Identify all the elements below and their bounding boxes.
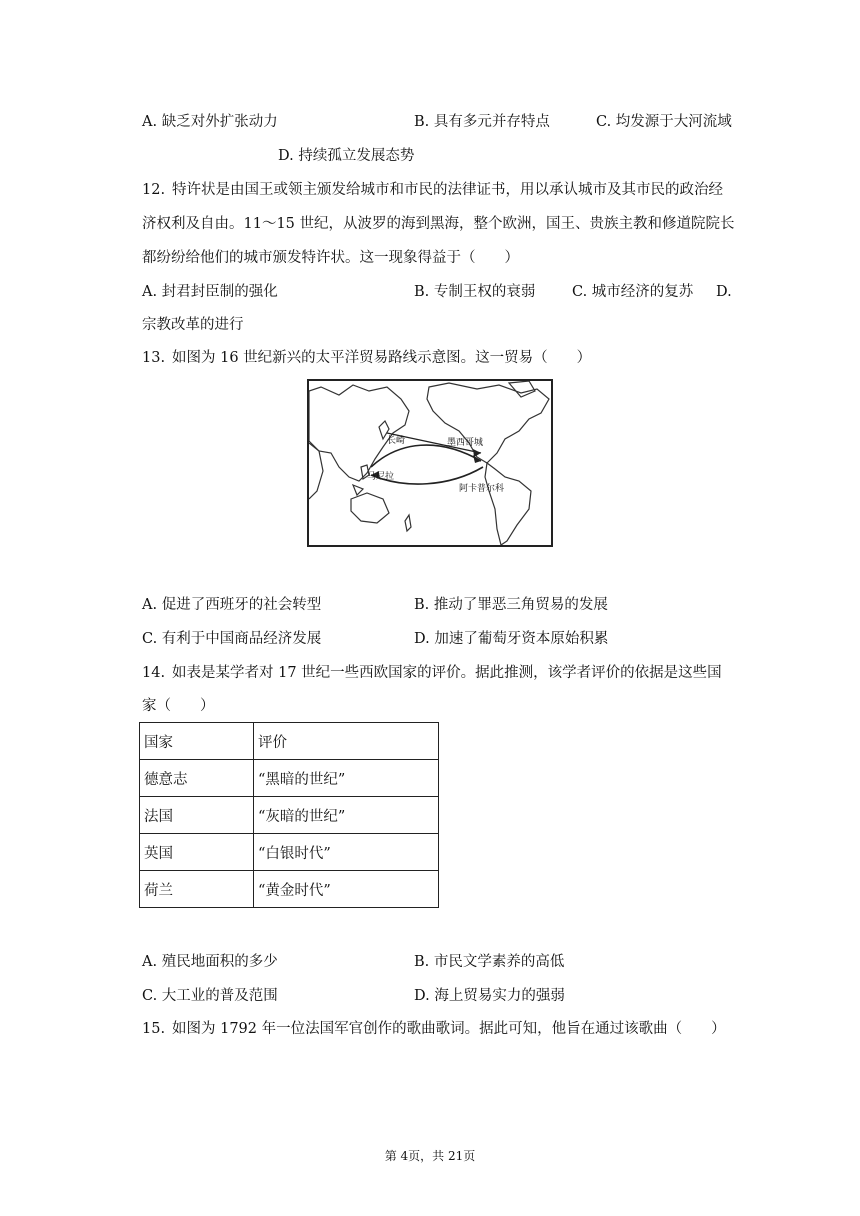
- q15-text: 如图为 1792 年一位法国军官创作的歌曲歌词。据此可知，他旨在通过该歌曲（ ）: [172, 1021, 726, 1037]
- label-nagasaki: 长崎: [387, 436, 406, 446]
- q15-stem: [142, 1019, 726, 1039]
- q12-number: 12.: [142, 182, 166, 198]
- q11-option-a: A. 缺乏对外扩张动力: [142, 114, 278, 130]
- q14-number: 14.: [142, 665, 166, 681]
- south-america-outline: [485, 463, 531, 545]
- table-cell-evaluation: “黑暗的世纪”: [254, 760, 439, 797]
- table-header-evaluation: 评价: [254, 723, 439, 760]
- q11-option-d: D. 持续孤立发展态势: [278, 148, 415, 164]
- q14-option-b: B. 市民文学素养的高低: [414, 954, 565, 970]
- table-row: [140, 797, 439, 834]
- q12-option-a: A. 封君封臣制的强化: [142, 284, 278, 300]
- table-cell-evaluation: “灰暗的世纪”: [254, 797, 439, 834]
- q12-option-d-text: 宗教改革的进行: [142, 317, 244, 333]
- q13-option-a: A. 促进了西班牙的社会转型: [142, 597, 322, 613]
- pacific-trade-route-map: [307, 379, 553, 547]
- label-acapulco: 阿卡普尔科: [459, 484, 505, 494]
- asia-landmass: [309, 385, 409, 481]
- q12-option-d: D.: [716, 284, 732, 300]
- q15-number: 15.: [142, 1021, 166, 1037]
- q12-text-1: 特许状是由国王或领主颁发给城市和市民的法律证书，用以承认城市及其市民的政治经: [172, 182, 723, 198]
- table-row: [140, 834, 439, 871]
- table-header-row: [140, 723, 439, 760]
- q12-option-b: B. 专制王权的衰弱: [414, 284, 536, 300]
- table-cell-country: 德意志: [140, 760, 254, 797]
- q14-stem-line-1: [142, 663, 722, 683]
- q13-number: 13.: [142, 350, 166, 366]
- q11-option-b: B. 具有多元并存特点: [414, 114, 550, 130]
- q13-text: 如图为 16 世纪新兴的太平洋贸易路线示意图。这一贸易（ ）: [172, 350, 592, 366]
- page-footer: 第 4页，共 21页: [384, 1149, 476, 1163]
- table-row: [140, 871, 439, 908]
- table-cell-country: 法国: [140, 797, 254, 834]
- q12-stem-line-1: [142, 180, 723, 200]
- australia-outline: [351, 493, 389, 523]
- table-cell-country: 荷兰: [140, 871, 254, 908]
- greenland-outline: [509, 381, 535, 397]
- q12-option-c: C. 城市经济的复苏: [572, 284, 694, 300]
- table-cell-evaluation: “白银时代”: [254, 834, 439, 871]
- map-drawing: [309, 381, 551, 545]
- q11-option-c: C. 均发源于大河流域: [596, 114, 732, 130]
- table-cell-country: 英国: [140, 834, 254, 871]
- new-zealand-outline: [405, 515, 411, 531]
- q14-text-1: 如表是某学者对 17 世纪一些西欧国家的评价。据此推测，该学者评价的依据是这些国: [172, 665, 722, 681]
- north-america-outline: [427, 383, 549, 463]
- q12-stem-line-2: 济权利及自由。11～15 世纪，从波罗的海到黑海，整个欧洲，国王、贵族主教和修道院院长: [142, 216, 735, 232]
- q14-option-a: A. 殖民地面积的多少: [142, 954, 278, 970]
- label-mexico-city: 墨西哥城: [447, 438, 484, 448]
- q13-stem: [142, 348, 591, 368]
- q13-option-d: D. 加速了葡萄牙资本原始积累: [414, 631, 609, 647]
- country-evaluation-table: [139, 722, 439, 908]
- table-row: [140, 760, 439, 797]
- q14-option-c: C. 大工业的普及范围: [142, 988, 278, 1004]
- route-manila-to-acapulco: [371, 445, 481, 467]
- q14-option-d: D. 海上贸易实力的强弱: [414, 988, 565, 1004]
- table-header-country: 国家: [140, 723, 254, 760]
- q14-stem-line-2: 家（ ）: [142, 698, 215, 714]
- q13-option-b: B. 推动了罪恶三角贸易的发展: [414, 597, 608, 613]
- label-manila: 马尼拉: [367, 472, 395, 482]
- q12-stem-line-3: 都纷纷给他们的城市颁发特许状。这一现象得益于（ ）: [142, 250, 519, 266]
- table-cell-evaluation: “黄金时代”: [254, 871, 439, 908]
- q13-option-c: C. 有利于中国商品经济发展: [142, 631, 322, 647]
